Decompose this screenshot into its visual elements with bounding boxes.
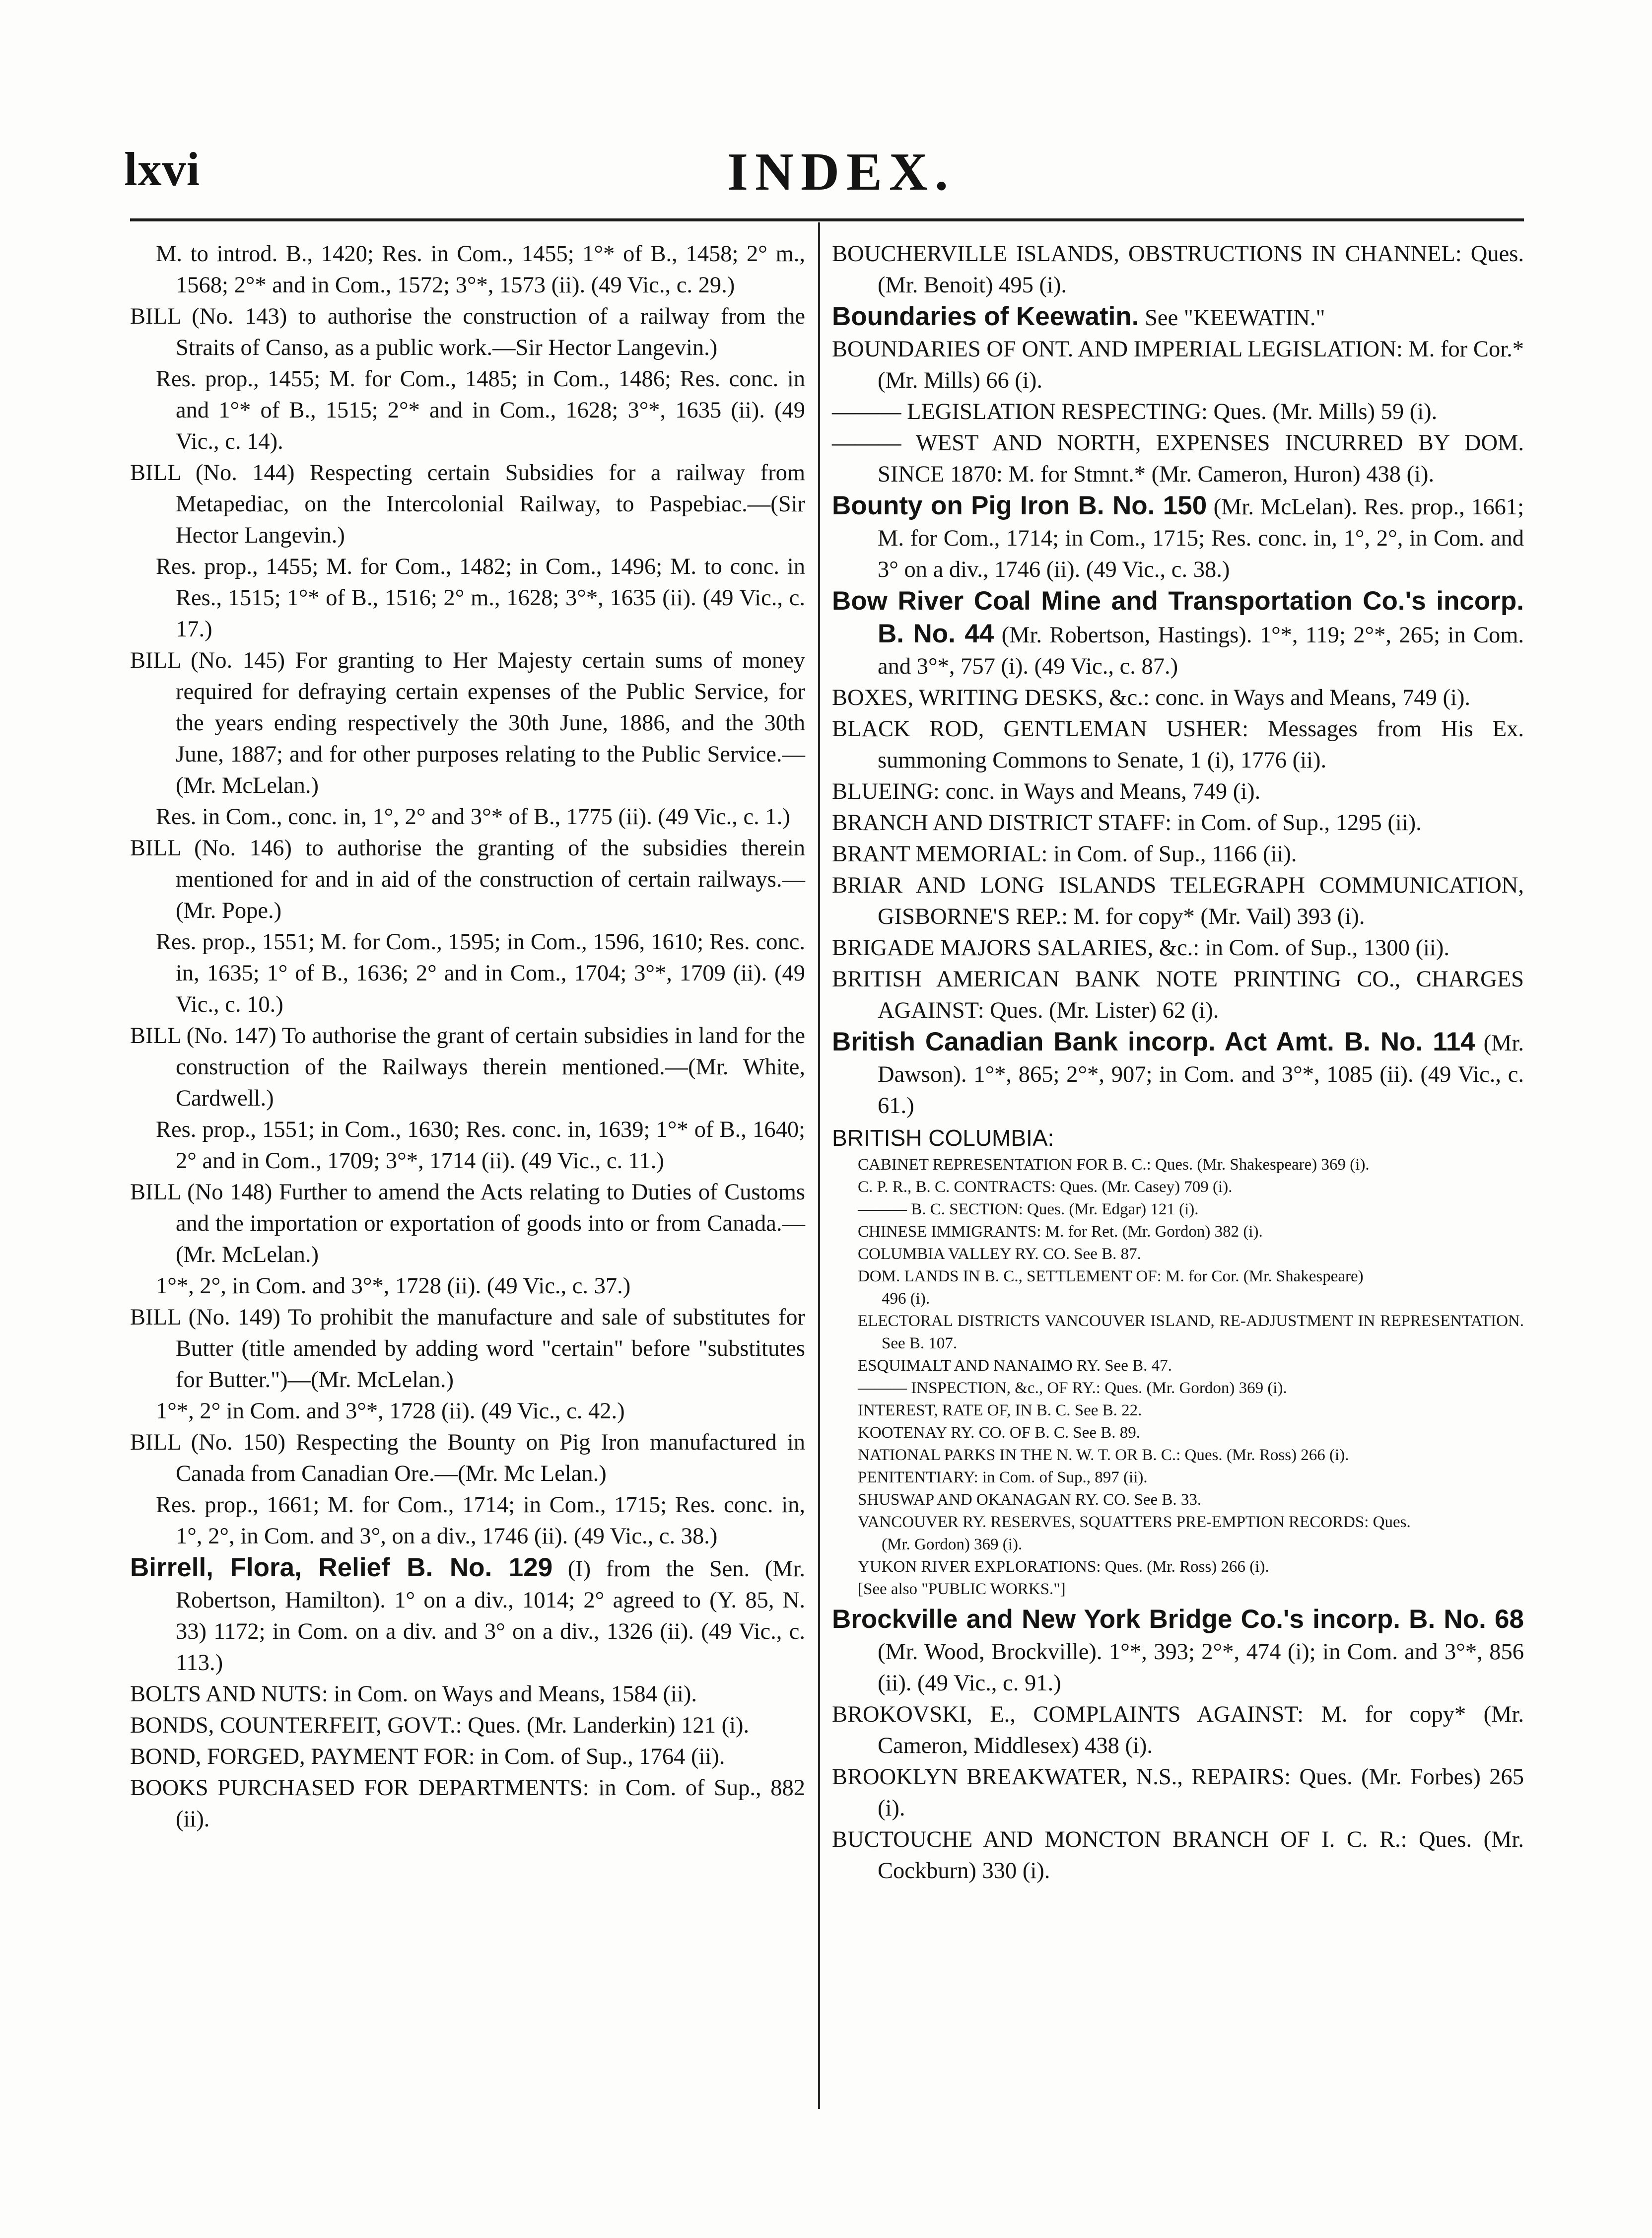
index-entry-heading: Birrell, Flora, Relief B. No. 129 (130, 1553, 553, 1582)
british-columbia-item: C. P. R., B. C. CONTRACTS: Ques. (Mr. Casey) 709 (i). (858, 1178, 1233, 1196)
index-entry-bold (832, 1604, 1524, 1699)
index-entry: BILL (No. 143) to authorise the construction of a railway from the Straits of Canso, as a public work.—Sir Hector Langevin.) (130, 304, 805, 360)
page-title: INDEX. (727, 142, 956, 202)
index-entry: BOOKS PURCHASED FOR DEPARTMENTS: in Com. of Sup., 882 (ii). (130, 1775, 805, 1832)
british-columbia-item: ELECTORAL DISTRICTS VANCOUVER ISLAND, RE-ADJUSTMENT IN REPRESENTATION. See B. 107. (858, 1312, 1524, 1352)
index-entry-bold (832, 585, 1524, 682)
british-columbia-item: CABINET REPRESENTATION FOR B. C.: Ques. (Mr. Shakespeare) 369 (i). (858, 1156, 1370, 1174)
index-entry: BILL (No. 145) For granting to Her Majesty certain sums of money required for defraying certain expenses of the Public Service, for the years ending respectively the 30th June, 1886, and the 30th June, 1887; and for other purposes relating to the Public Service.—(Mr. McLelan.) (130, 648, 805, 798)
index-entry-heading: Boundaries of Keewatin. (832, 302, 1139, 331)
british-columbia-items (832, 1154, 1524, 1578)
index-subentry: Res. prop., 1551; in Com., 1630; Res. conc. in, 1639; 1°* of B., 1640; 2° and in Com., 1709; 3°*, 1714 (ii). (49 Vic., c. 11.) (156, 1117, 805, 1174)
index-entry-bold (832, 1026, 1524, 1121)
index-entry: BOLTS AND NUTS: in Com. on Ways and Means, 1584 (ii). (130, 1681, 697, 1707)
index-entry: BILL (No. 150) Respecting the Bounty on Pig Iron manufactured in Canada from Canadian Ore.—(Mr. Mc Lelan.) (130, 1430, 805, 1486)
british-columbia-item: KOOTENAY RY. CO. OF B. C. See B. 89. (858, 1424, 1141, 1442)
index-entry: BONDS, COUNTERFEIT, GOVT.: Ques. (Mr. Landerkin) 121 (i). (130, 1713, 750, 1738)
british-columbia-see-also: [See also "PUBLIC WORKS."] (858, 1580, 1066, 1598)
header-rule (130, 218, 1524, 221)
index-entry: BOUNDARIES OF ONT. AND IMPERIAL LEGISLATION: M. for Cor.* (Mr. Mills) 66 (i). (832, 337, 1524, 393)
index-entry-heading: British Canadian Bank incorp. Act Amt. B. No. 114 (832, 1027, 1475, 1056)
index-subentry: 1°*, 2°, in Com. and 3°*, 1728 (ii). (49 Vic., c. 37.) (156, 1273, 631, 1299)
index-entry-text: (Mr. Robertson, Hastings). 1°*, 119; 2°*, 265; in Com. and 3°*, 757 (i). (49 Vic., c. 87.) (878, 623, 1524, 679)
index-entry-heading: Brockville and New York Bridge Co.'s incorp. B. No. 68 (832, 1605, 1524, 1634)
index-entry: BRANCH AND DISTRICT STAFF: in Com. of Sup., 1295 (ii). (832, 810, 1422, 836)
index-entry: BOXES, WRITING DESKS, &c.: conc. in Ways and Means, 749 (i). (832, 685, 1471, 710)
index-entry: BRIGADE MAJORS SALARIES, &c.: in Com. of Sup., 1300 (ii). (832, 935, 1449, 961)
british-columbia-item: 496 (i). (882, 1290, 930, 1308)
right-column-entries-continued (832, 1604, 1524, 1887)
index-entry-text: See "KEEWATIN." (1139, 305, 1325, 331)
british-columbia-item: DOM. LANDS IN B. C., SETTLEMENT OF: M. for Cor. (Mr. Shakespeare) (858, 1267, 1364, 1285)
index-entry-text: (Mr. McLelan). Res. prop., 1661; M. for Com., 1714; in Com., 1715; Res. conc. in, 1°, 2°, in Com. and 3° on a div., 1746 (ii). (49 Vic., c. 38.) (878, 494, 1524, 582)
index-entry: BILL (No. 146) to authorise the granting of the subsidies therein mentioned for and in aid of the construction of certain railways.—(Mr. Pope.) (130, 836, 805, 923)
index-entry-text: (I) from the Sen. (Mr. Robertson, Hamilton). 1° on a div., 1014; 2° agreed to (Y. 85, N. 33) 1172; in Com. on a div. and 3° on a div., 1326 (ii). (49 Vic., c. 113.) (176, 1556, 805, 1676)
index-subentry: Res. prop., 1455; M. for Com., 1485; in Com., 1486; Res. conc. in and 1°* of B., 1515; 2°* and in Com., 1628; 3°*, 1635 (ii). (49 Vic., c. 14). (156, 366, 805, 454)
index-entry: ——— LEGISLATION RESPECTING: Ques. (Mr. Mills) 59 (i). (832, 399, 1438, 424)
index-entry: BLUEING: conc. in Ways and Means, 749 (i). (832, 779, 1261, 804)
index-subentry: Res. in Com., conc. in, 1°, 2° and 3°* of B., 1775 (ii). (49 Vic., c. 1.) (156, 804, 790, 830)
british-columbia-item: CHINESE IMMIGRANTS: M. for Ret. (Mr. Gordon) 382 (i). (858, 1223, 1263, 1241)
british-columbia-item: VANCOUVER RY. RESERVES, SQUATTERS PRE-EMPTION RECORDS: Ques. (858, 1513, 1411, 1531)
british-columbia-item: PENITENTIARY: in Com. of Sup., 897 (ii). (858, 1469, 1148, 1486)
column-divider (818, 222, 820, 2109)
index-entry-bold (832, 301, 1524, 334)
index-entry: BROOKLYN BREAKWATER, N.S., REPAIRS: Ques. (Mr. Forbes) 265 (i). (832, 1764, 1524, 1821)
index-entry: BRITISH AMERICAN BANK NOTE PRINTING CO., CHARGES AGAINST: Ques. (Mr. Lister) 62 (i). (832, 967, 1524, 1023)
index-subentry: 1°*, 2° in Com. and 3°*, 1728 (ii). (49 Vic., c. 42.) (156, 1399, 625, 1424)
page-number: lxvi (124, 142, 201, 196)
index-entry-text: (Mr. Wood, Brockville). 1°*, 393; 2°*, 474 (i); in Com. and 3°*, 856 (ii). (49 Vic., c. 91.) (878, 1639, 1524, 1696)
index-entry: BRIAR AND LONG ISLANDS TELEGRAPH COMMUNICATION, GISBORNE'S REP.: M. for copy* (Mr. Vail) 393 (i). (832, 873, 1524, 929)
right-column (832, 238, 1524, 1887)
index-subentry: Res. prop., 1551; M. for Com., 1595; in Com., 1596, 1610; Res. conc. in, 1635; 1° of B., 1636; 2° and in Com., 1704; 3°*, 1709 (ii). (49 Vic., c. 10.) (156, 929, 805, 1017)
british-columbia-section (832, 1122, 1524, 1601)
british-columbia-item: NATIONAL PARKS IN THE N. W. T. OR B. C.: Ques. (Mr. Ross) 266 (i). (858, 1446, 1349, 1464)
british-columbia-item: (Mr. Gordon) 369 (i). (882, 1536, 1023, 1553)
index-entry-heading: Bounty on Pig Iron B. No. 150 (832, 491, 1207, 520)
index-entry: ——— WEST AND NORTH, EXPENSES INCURRED BY DOM. SINCE 1870: M. for Stmnt.* (Mr. Cameron, Huron) 438 (i). (832, 430, 1524, 487)
index-entry-bold (832, 490, 1524, 585)
index-subentry: Res. prop., 1455; M. for Com., 1482; in Com., 1496; M. to conc. in Res., 1515; 1°* of B., 1516; 2° m., 1628; 3°*, 1635 (ii). (49 Vic., c. 17.) (156, 554, 805, 642)
index-subentry: Res. prop., 1661; M. for Com., 1714; in Com., 1715; Res. conc. in, 1°, 2°, in Com. and 3°, on a div., 1746 (ii). (49 Vic., c. 38.) (156, 1492, 805, 1549)
index-entry: BILL (No. 149) To prohibit the manufacture and sale of substitutes for Butter (title amended by adding word "certain" before "substitutes for Butter.")—(Mr. McLelan.) (130, 1305, 805, 1393)
index-entry-heading: Bow River Coal Mine and Transportation Co.'s incorp. B. No. 44 (832, 586, 1524, 648)
index-entry: BOUCHERVILLE ISLANDS, OBSTRUCTIONS IN CHANNEL: Ques. (Mr. Benoit) 495 (i). (832, 241, 1524, 298)
index-entry: BRANT MEMORIAL: in Com. of Sup., 1166 (ii). (832, 841, 1297, 867)
index-entry-text: (Mr. Dawson). 1°*, 865; 2°*, 907; in Com. and 3°*, 1085 (ii). (49 Vic., c. 61.) (878, 1031, 1524, 1119)
left-column (130, 238, 805, 1835)
index-subentry: M. to introd. B., 1420; Res. in Com., 1455; 1°* of B., 1458; 2° m., 1568; 2°* and in Com., 1572; 3°*, 1573 (ii). (49 Vic., c. 29.) (156, 241, 805, 298)
index-entry: BLACK ROD, GENTLEMAN USHER: Messages from His Ex. summoning Commons to Senate, 1 (i), 1776 (ii). (832, 716, 1524, 773)
british-columbia-item: YUKON RIVER EXPLORATIONS: Ques. (Mr. Ross) 266 (i). (858, 1558, 1269, 1576)
british-columbia-heading: BRITISH COLUMBIA: (832, 1125, 1054, 1151)
index-entry: BILL (No 148) Further to amend the Acts relating to Duties of Customs and the importation or exportation of goods into or from Canada.—(Mr. McLelan.) (130, 1180, 805, 1267)
british-columbia-item: INTEREST, RATE OF, IN B. C. See B. 22. (858, 1401, 1142, 1419)
british-columbia-item: ——— INSPECTION, &c., OF RY.: Ques. (Mr. Gordon) 369 (i). (858, 1379, 1287, 1397)
british-columbia-item: COLUMBIA VALLEY RY. CO. See B. 87. (858, 1245, 1141, 1263)
index-entry: BILL (No. 147) To authorise the grant of certain subsidies in land for the construction of the Railways therein mentioned.—(Mr. White, Cardwell.) (130, 1023, 805, 1111)
index-entry-bold (130, 1552, 805, 1678)
right-column-entries (832, 238, 1524, 1121)
index-entry: BROKOVSKI, E., COMPLAINTS AGAINST: M. for copy* (Mr. Cameron, Middlesex) 438 (i). (832, 1702, 1524, 1758)
british-columbia-item: ESQUIMALT AND NANAIMO RY. See B. 47. (858, 1357, 1172, 1375)
british-columbia-item: SHUSWAP AND OKANAGAN RY. CO. See B. 33. (858, 1491, 1202, 1509)
british-columbia-item: ——— B. C. SECTION: Ques. (Mr. Edgar) 121 (i). (858, 1200, 1199, 1218)
index-entry: BILL (No. 144) Respecting certain Subsidies for a railway from Metapediac, on the Intercolonial Railway, to Paspebiac.—(Sir Hector Langevin.) (130, 460, 805, 548)
index-entry: BUCTOUCHE AND MONCTON BRANCH OF I. C. R.: Ques. (Mr. Cockburn) 330 (i). (832, 1827, 1524, 1884)
index-entry: BOND, FORGED, PAYMENT FOR: in Com. of Sup., 1764 (ii). (130, 1744, 725, 1769)
